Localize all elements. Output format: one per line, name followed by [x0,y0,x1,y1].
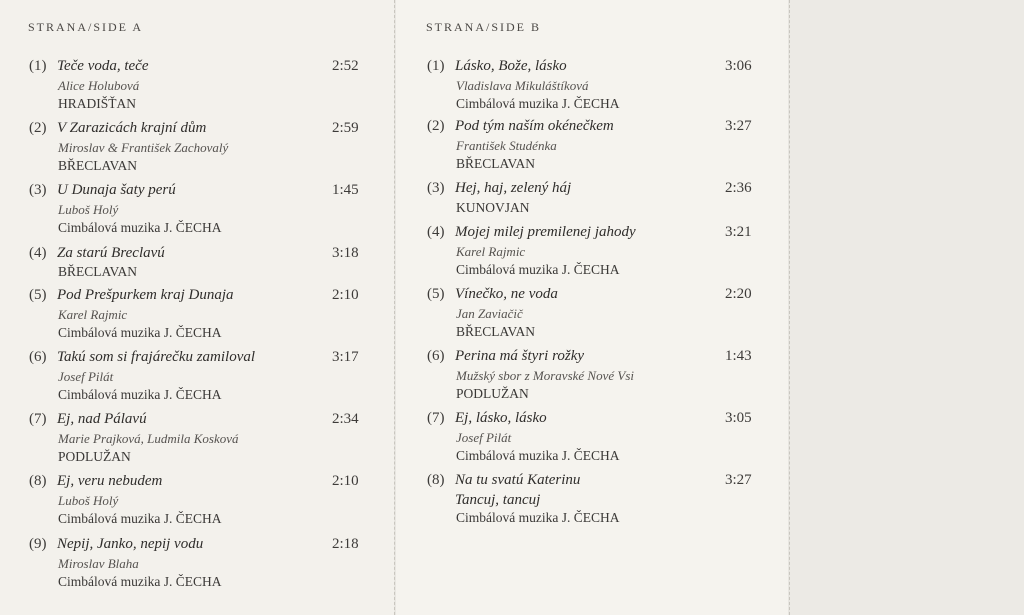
track-number: (6) [29,349,47,365]
track-number: (9) [29,536,47,552]
track-composer: Vladislava Mikuláštíková [456,78,589,93]
track-composer: Miroslav & František Zachovalý [58,140,229,155]
track-title: Nepij, Janko, nepij vodu [57,536,204,552]
track-title: Lásko, Bože, lásko [455,58,567,74]
track-composer: Alice Holubová [58,78,140,93]
track-number: (2) [427,118,445,134]
track-composer: Jan Zaviačič [456,306,523,321]
track-performer: Cimbálová muzika J. ČECHA [58,574,222,589]
fold-line [394,0,395,615]
track-composer: Karel Rajmic [58,307,128,322]
side-b-header: STRANA/SIDE B [426,20,542,34]
track-duration: 2:10 [332,287,359,303]
track-duration: 2:20 [725,286,752,302]
track-performer: Cimbálová muzika J. ČECHA [58,220,222,235]
track-number: (3) [29,182,47,198]
track-duration: 3:27 [725,118,752,134]
track-number: (7) [427,410,445,426]
track-composer: Luboš Holý [58,202,119,217]
track-performer: KUNOVJAN [456,200,530,215]
track-duration: 1:43 [725,348,752,364]
track-composer: Miroslav Blaha [58,556,139,571]
track-title: Ej, nad Pálavú [57,411,147,427]
track-performer: BŘECLAVAN [58,264,138,279]
track-number: (3) [427,180,445,196]
track-composer: Josef Pilát [456,430,512,445]
track-number: (5) [29,287,47,303]
track-number: (8) [29,473,47,489]
track-performer: PODLUŽAN [58,449,131,464]
track-duration: 3:17 [332,349,359,365]
track-duration: 2:10 [332,473,359,489]
track-performer: Cimbálová muzika J. ČECHA [456,96,620,111]
track-composer: Luboš Holý [58,493,119,508]
track-performer: BŘECLAVAN [58,158,138,173]
track-title: Perina má štyri rožky [455,348,585,364]
track-number: (2) [29,120,47,136]
track-performer: Cimbálová muzika J. ČECHA [456,448,620,463]
track-performer: Cimbálová muzika J. ČECHA [58,387,222,402]
track-title: Pod Prešpurkem kraj Dunaja [57,287,234,303]
track-title: Pod tým naším okénečkem [455,118,614,134]
track-title: Ej, lásko, lásko [455,410,547,426]
track-performer: BŘECLAVAN [456,156,536,171]
track-title: Vínečko, ne voda [455,286,558,302]
track-composer: Mužský sbor z Moravské Nové Vsi [456,368,634,383]
track-title-line-2: Tancuj, tancuj [455,492,541,508]
track-title: U Dunaja šaty perú [57,182,176,198]
track-performer: Cimbálová muzika J. ČECHA [456,262,620,277]
track-number: (7) [29,411,47,427]
track-composer: Josef Pilát [58,369,114,384]
track-duration: 2:36 [725,180,752,196]
track-number: (4) [427,224,445,240]
track-performer: PODLUŽAN [456,386,529,401]
fold-line [789,0,790,615]
track-title: Takú som si frajárečku zamiloval [57,349,256,365]
track-title: Ej, veru nebudem [57,473,163,489]
track-composer: Karel Rajmic [456,244,526,259]
track-performer: Cimbálová muzika J. ČECHA [58,325,222,340]
track-duration: 2:34 [332,411,359,427]
track-number: (5) [427,286,445,302]
track-title: Na tu svatú Katerinu [455,472,581,488]
track-title: Hej, haj, zelený háj [455,180,572,196]
track-duration: 3:27 [725,472,752,488]
track-title: V Zarazicách krajní dům [57,120,207,136]
track-number: (1) [427,58,445,74]
track-number: (6) [427,348,445,364]
track-composer: František Studénka [456,138,557,153]
track-performer: HRADIŠŤAN [58,96,137,111]
track-duration: 1:45 [332,182,359,198]
track-performer: BŘECLAVAN [456,324,536,339]
track-duration: 3:05 [725,410,752,426]
track-duration: 3:18 [332,245,359,261]
track-duration: 3:21 [725,224,752,240]
track-composer: Marie Prajková, Ludmila Kosková [58,431,239,446]
side-a-header: STRANA/SIDE A [28,20,144,34]
track-duration: 2:52 [332,58,359,74]
track-title: Mojej milej premilenej jahody [455,224,636,240]
track-duration: 2:18 [332,536,359,552]
track-performer: Cimbálová muzika J. ČECHA [58,511,222,526]
spine-panel [790,0,1024,615]
track-number: (4) [29,245,47,261]
track-performer: Cimbálová muzika J. ČECHA [456,510,620,525]
track-number: (8) [427,472,445,488]
track-duration: 3:06 [725,58,752,74]
track-duration: 2:59 [332,120,359,136]
track-number: (1) [29,58,47,74]
track-title: Za starú Breclavú [57,245,165,261]
track-title: Teče voda, teče [57,58,149,74]
